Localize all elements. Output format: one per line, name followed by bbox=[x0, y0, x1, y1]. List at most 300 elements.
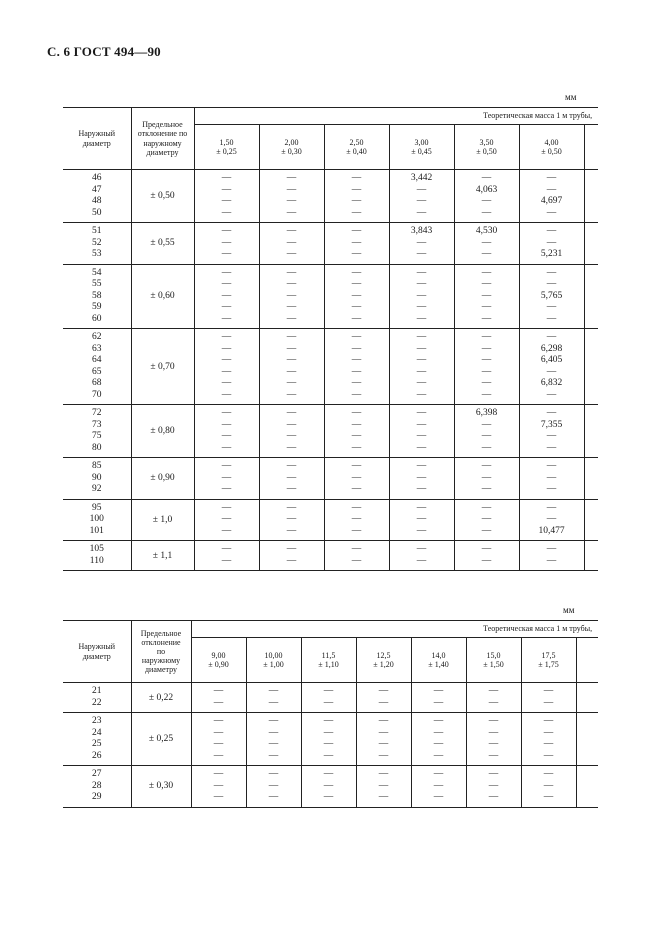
mass-value: — bbox=[221, 502, 232, 513]
mass-value: — bbox=[546, 173, 557, 183]
mass-value: — bbox=[416, 355, 427, 365]
mass-value: — bbox=[351, 378, 362, 388]
wall-tolerance: ± 1,20 bbox=[373, 660, 394, 669]
mass-value: — bbox=[221, 290, 232, 301]
diameter-value: 64 bbox=[92, 355, 102, 365]
diameter-cell bbox=[63, 264, 131, 329]
mass-value: — bbox=[416, 378, 427, 388]
diameter-value: 54 bbox=[92, 267, 102, 278]
col-header-wall-thickness bbox=[324, 125, 389, 170]
mass-cell bbox=[519, 264, 584, 329]
mass-value: — bbox=[286, 431, 297, 441]
mass-value: — bbox=[546, 484, 557, 494]
mass-cell bbox=[411, 766, 466, 808]
wall-tolerance: ± 1,40 bbox=[428, 660, 449, 669]
mass-value: — bbox=[481, 173, 492, 183]
mass-value: — bbox=[213, 769, 224, 779]
mass-value: — bbox=[213, 780, 224, 791]
mass-value: — bbox=[488, 792, 499, 802]
diameter-value: 55 bbox=[92, 279, 102, 289]
deviation-value: ± 0,60 bbox=[131, 264, 194, 329]
mass-value: 7,355 bbox=[540, 419, 563, 430]
mass-value: — bbox=[323, 792, 334, 802]
wall-thickness: 14,0 bbox=[431, 650, 446, 660]
mass-cell bbox=[324, 329, 389, 405]
mass-cell bbox=[466, 766, 521, 808]
mass-cell bbox=[324, 223, 389, 265]
mass-cell bbox=[301, 766, 356, 808]
diameter-value: 90 bbox=[92, 472, 102, 483]
mass-value: — bbox=[268, 739, 279, 749]
mass-value: — bbox=[481, 472, 492, 483]
deviation-value: ± 0,70 bbox=[131, 329, 194, 405]
mass-value: — bbox=[543, 727, 554, 738]
mass-cell bbox=[411, 683, 466, 713]
mass-cell bbox=[519, 405, 584, 458]
mass-value: — bbox=[416, 472, 427, 483]
mass-value: — bbox=[416, 237, 427, 248]
mass-value: — bbox=[433, 739, 444, 749]
mass-cell bbox=[324, 541, 389, 571]
table-row-group bbox=[63, 223, 598, 265]
mass-value: — bbox=[433, 727, 444, 738]
col-header-mass: Теоретическая масса 1 м трубы, bbox=[191, 621, 598, 638]
mass-value: — bbox=[416, 544, 427, 554]
mass-value: — bbox=[286, 419, 297, 430]
diameter-value: 95 bbox=[92, 502, 102, 513]
mass-value: — bbox=[546, 332, 557, 342]
mass-value: — bbox=[286, 389, 297, 400]
mass-cell bbox=[194, 223, 259, 265]
mass-cell bbox=[246, 766, 301, 808]
mass-cell bbox=[194, 541, 259, 571]
mass-value: — bbox=[221, 173, 232, 183]
deviation-value: ± 0,25 bbox=[131, 713, 191, 766]
mass-value: — bbox=[213, 727, 224, 738]
table-row-group bbox=[63, 713, 598, 766]
wall-thickness: 3,50 bbox=[479, 137, 494, 147]
mass-value: — bbox=[416, 525, 427, 536]
mass-value: — bbox=[481, 196, 492, 206]
mass-value: — bbox=[213, 686, 224, 696]
mass-value: — bbox=[286, 472, 297, 483]
diameter-value: 105 bbox=[89, 544, 104, 554]
wall-thickness: 12,5 bbox=[376, 650, 391, 660]
mass-cell bbox=[454, 499, 519, 541]
diameter-cell bbox=[63, 458, 131, 500]
mass-value: 5,231 bbox=[540, 249, 563, 259]
mass-value: — bbox=[543, 697, 554, 708]
mass-value: — bbox=[351, 514, 362, 524]
mass-value: — bbox=[221, 461, 232, 471]
blank-cell bbox=[584, 264, 598, 329]
mass-value: — bbox=[286, 207, 297, 218]
mass-cell bbox=[259, 458, 324, 500]
col-header-wall-thickness bbox=[519, 125, 584, 170]
diameter-value: 46 bbox=[92, 173, 102, 183]
col-header-blank bbox=[584, 125, 598, 170]
mass-cell bbox=[259, 170, 324, 223]
mass-value: — bbox=[481, 419, 492, 430]
mass-value: — bbox=[351, 419, 362, 430]
mass-value: — bbox=[286, 461, 297, 471]
mass-value: 6,398 bbox=[475, 408, 498, 418]
mass-value: — bbox=[323, 716, 334, 726]
mass-value: — bbox=[416, 514, 427, 524]
mass-value: — bbox=[351, 196, 362, 206]
mass-value: 3,843 bbox=[410, 226, 433, 236]
mass-value: — bbox=[351, 226, 362, 236]
wall-thickness: 15,0 bbox=[486, 650, 501, 660]
mass-cell bbox=[519, 458, 584, 500]
table-row-group bbox=[63, 541, 598, 571]
blank-cell bbox=[584, 170, 598, 223]
mass-value: — bbox=[416, 502, 427, 513]
mass-value: — bbox=[416, 290, 427, 301]
mass-cell bbox=[246, 713, 301, 766]
table1-unit: мм bbox=[565, 92, 577, 102]
mass-value: — bbox=[351, 279, 362, 289]
mass-value: — bbox=[286, 196, 297, 206]
mass-value: — bbox=[286, 525, 297, 536]
mass-cell bbox=[324, 264, 389, 329]
wall-thickness: 2,00 bbox=[284, 137, 299, 147]
mass-value: — bbox=[351, 431, 362, 441]
wall-tolerance: ± 1,10 bbox=[318, 660, 339, 669]
wall-tolerance: ± 1,50 bbox=[483, 660, 504, 669]
mass-cell bbox=[466, 683, 521, 713]
diameter-value: 63 bbox=[92, 343, 102, 354]
mass-value: — bbox=[481, 279, 492, 289]
col-header-wall-thickness bbox=[356, 638, 411, 683]
mass-value: — bbox=[221, 226, 232, 236]
mass-value: — bbox=[416, 343, 427, 354]
mass-value: — bbox=[433, 792, 444, 802]
mass-value: — bbox=[286, 267, 297, 278]
wall-tolerance: ± 0,90 bbox=[208, 660, 229, 669]
col-header-wall-thickness bbox=[454, 125, 519, 170]
mass-value: — bbox=[268, 727, 279, 738]
mass-value: — bbox=[268, 697, 279, 708]
table2 bbox=[63, 620, 598, 808]
mass-value: — bbox=[323, 727, 334, 738]
diameter-value: 26 bbox=[92, 750, 102, 761]
mass-value: — bbox=[351, 408, 362, 418]
deviation-value: ± 1,0 bbox=[131, 499, 194, 541]
mass-cell bbox=[324, 499, 389, 541]
mass-value: — bbox=[416, 408, 427, 418]
mass-value: — bbox=[351, 484, 362, 494]
diameter-value: 50 bbox=[92, 207, 102, 218]
mass-value: — bbox=[416, 184, 427, 195]
mass-value: — bbox=[433, 716, 444, 726]
deviation-value: ± 0,22 bbox=[131, 683, 191, 713]
mass-value: — bbox=[221, 343, 232, 354]
diameter-value: 53 bbox=[92, 249, 102, 259]
mass-value: — bbox=[488, 750, 499, 761]
mass-cell bbox=[194, 329, 259, 405]
diameter-value: 101 bbox=[89, 525, 104, 536]
mass-cell bbox=[519, 170, 584, 223]
mass-value: — bbox=[351, 313, 362, 324]
mass-value: — bbox=[543, 780, 554, 791]
mass-value: — bbox=[416, 279, 427, 289]
mass-value: — bbox=[546, 502, 557, 513]
diameter-value: 48 bbox=[92, 196, 102, 206]
mass-value: — bbox=[481, 267, 492, 278]
col-header-wall-thickness bbox=[191, 638, 246, 683]
mass-value: — bbox=[351, 366, 362, 377]
mass-value: — bbox=[221, 332, 232, 342]
mass-value: — bbox=[268, 716, 279, 726]
mass-cell bbox=[194, 405, 259, 458]
mass-cell bbox=[454, 458, 519, 500]
mass-value: — bbox=[351, 290, 362, 301]
mass-value: — bbox=[268, 750, 279, 761]
mass-value: — bbox=[546, 267, 557, 278]
diameter-cell bbox=[63, 541, 131, 571]
mass-value: — bbox=[481, 461, 492, 471]
blank-cell bbox=[576, 766, 598, 808]
mass-value: — bbox=[543, 716, 554, 726]
mass-cell bbox=[454, 223, 519, 265]
mass-cell bbox=[194, 170, 259, 223]
mass-value: — bbox=[546, 461, 557, 471]
mass-value: — bbox=[488, 769, 499, 779]
col-header-wall-thickness bbox=[389, 125, 454, 170]
mass-value: — bbox=[323, 780, 334, 791]
mass-value: — bbox=[286, 184, 297, 195]
diameter-value: 29 bbox=[92, 792, 102, 802]
mass-cell bbox=[324, 458, 389, 500]
mass-value: — bbox=[546, 555, 557, 566]
mass-value: — bbox=[416, 419, 427, 430]
deviation-value: ± 0,55 bbox=[131, 223, 194, 265]
mass-value: — bbox=[546, 431, 557, 441]
mass-value: — bbox=[378, 727, 389, 738]
mass-value: — bbox=[221, 389, 232, 400]
mass-value: — bbox=[213, 697, 224, 708]
mass-value: — bbox=[221, 408, 232, 418]
mass-cell bbox=[301, 713, 356, 766]
diameter-value: 59 bbox=[92, 302, 102, 312]
mass-cell bbox=[259, 541, 324, 571]
mass-value: — bbox=[268, 792, 279, 802]
mass-value: — bbox=[546, 184, 557, 195]
diameter-value: 28 bbox=[92, 780, 102, 791]
mass-value: — bbox=[481, 484, 492, 494]
mass-value: — bbox=[221, 514, 232, 524]
mass-value: — bbox=[221, 378, 232, 388]
diameter-cell bbox=[63, 499, 131, 541]
mass-value: — bbox=[221, 442, 232, 453]
diameter-value: 51 bbox=[92, 226, 102, 236]
mass-value: — bbox=[286, 514, 297, 524]
mass-value: — bbox=[221, 544, 232, 554]
mass-value: — bbox=[286, 226, 297, 236]
mass-value: — bbox=[351, 355, 362, 365]
mass-value: — bbox=[286, 249, 297, 259]
mass-value: — bbox=[286, 544, 297, 554]
wall-thickness: 1,50 bbox=[219, 137, 234, 147]
mass-cell bbox=[519, 499, 584, 541]
mass-value: — bbox=[378, 780, 389, 791]
table-row-group bbox=[63, 405, 598, 458]
mass-value: — bbox=[286, 555, 297, 566]
diameter-cell bbox=[63, 713, 131, 766]
mass-value: — bbox=[268, 686, 279, 696]
wall-tolerance: ± 0,50 bbox=[541, 147, 562, 156]
diameter-value: 60 bbox=[92, 313, 102, 324]
mass-value: — bbox=[286, 313, 297, 324]
diameter-value: 21 bbox=[92, 686, 102, 696]
mass-value: — bbox=[213, 739, 224, 749]
mass-value: — bbox=[488, 716, 499, 726]
table-row-group bbox=[63, 264, 598, 329]
diameter-value: 100 bbox=[89, 514, 104, 524]
diameter-value: 62 bbox=[92, 332, 102, 342]
blank-cell bbox=[576, 713, 598, 766]
mass-value: — bbox=[221, 184, 232, 195]
mass-cell bbox=[389, 223, 454, 265]
mass-cell bbox=[194, 458, 259, 500]
mass-value: — bbox=[378, 697, 389, 708]
mass-value: — bbox=[286, 332, 297, 342]
mass-value: — bbox=[351, 502, 362, 513]
mass-value: — bbox=[221, 249, 232, 259]
mass-value: — bbox=[286, 502, 297, 513]
mass-value: — bbox=[416, 302, 427, 312]
diameter-cell bbox=[63, 405, 131, 458]
mass-value: — bbox=[481, 555, 492, 566]
mass-cell bbox=[259, 499, 324, 541]
mass-value: — bbox=[221, 207, 232, 218]
mass-value: — bbox=[268, 769, 279, 779]
mass-cell bbox=[191, 683, 246, 713]
mass-cell bbox=[246, 683, 301, 713]
mass-value: — bbox=[221, 267, 232, 278]
col-header-deviation: Предельное отклонение по наружному диаметру bbox=[131, 108, 194, 170]
mass-value: — bbox=[416, 196, 427, 206]
blank-cell bbox=[584, 405, 598, 458]
mass-value: — bbox=[221, 431, 232, 441]
mass-cell bbox=[191, 766, 246, 808]
mass-value: 6,405 bbox=[540, 355, 563, 365]
mass-cell bbox=[454, 329, 519, 405]
mass-value: — bbox=[323, 686, 334, 696]
mass-value: — bbox=[351, 525, 362, 536]
diameter-value: 110 bbox=[89, 555, 104, 566]
mass-value: — bbox=[546, 366, 557, 377]
diameter-value: 92 bbox=[92, 484, 102, 494]
mass-value: — bbox=[488, 739, 499, 749]
mass-value: — bbox=[543, 686, 554, 696]
mass-cell bbox=[454, 264, 519, 329]
mass-value: — bbox=[416, 389, 427, 400]
mass-value: — bbox=[546, 514, 557, 524]
mass-value: — bbox=[221, 419, 232, 430]
mass-value: — bbox=[351, 472, 362, 483]
mass-value: — bbox=[221, 313, 232, 324]
mass-value: — bbox=[543, 769, 554, 779]
mass-value: — bbox=[481, 249, 492, 259]
col-header-mass: Теоретическая масса 1 м трубы, bbox=[194, 108, 598, 125]
mass-cell bbox=[389, 499, 454, 541]
wall-tolerance: ± 0,45 bbox=[411, 147, 432, 156]
mass-value: — bbox=[416, 555, 427, 566]
mass-cell bbox=[259, 223, 324, 265]
wall-thickness: 17,5 bbox=[541, 650, 556, 660]
mass-value: — bbox=[323, 769, 334, 779]
mass-value: — bbox=[378, 750, 389, 761]
col-header-diameter: Наружный диаметр bbox=[63, 621, 131, 683]
mass-value: 10,477 bbox=[538, 525, 565, 536]
col-header-deviation: Предельное отклонение по наружному диаметру bbox=[131, 621, 191, 683]
mass-cell bbox=[411, 713, 466, 766]
mass-value: — bbox=[286, 302, 297, 312]
mass-value: — bbox=[378, 686, 389, 696]
mass-value: — bbox=[221, 366, 232, 377]
blank-cell bbox=[584, 541, 598, 571]
mass-value: — bbox=[433, 697, 444, 708]
mass-value: — bbox=[416, 461, 427, 471]
mass-value: — bbox=[351, 207, 362, 218]
wall-tolerance: ± 0,25 bbox=[216, 147, 237, 156]
col-header-wall-thickness bbox=[411, 638, 466, 683]
mass-value: — bbox=[323, 697, 334, 708]
mass-value: — bbox=[481, 442, 492, 453]
mass-value: — bbox=[323, 750, 334, 761]
table1 bbox=[63, 107, 598, 571]
mass-cell bbox=[324, 170, 389, 223]
mass-value: — bbox=[546, 302, 557, 312]
diameter-value: 24 bbox=[92, 727, 102, 738]
mass-value: — bbox=[286, 366, 297, 377]
diameter-cell bbox=[63, 683, 131, 713]
diameter-value: 68 bbox=[92, 378, 102, 388]
mass-value: 5,765 bbox=[540, 290, 563, 301]
wall-thickness: 9,00 bbox=[211, 650, 226, 660]
mass-value: — bbox=[481, 431, 492, 441]
mass-value: — bbox=[351, 184, 362, 195]
table2-unit: мм bbox=[563, 605, 575, 615]
wall-thickness: 11,5 bbox=[321, 650, 336, 660]
mass-value: — bbox=[416, 207, 427, 218]
wall-tolerance: ± 1,75 bbox=[538, 660, 559, 669]
mass-cell bbox=[259, 264, 324, 329]
mass-value: 6,298 bbox=[540, 343, 563, 354]
mass-value: — bbox=[221, 279, 232, 289]
mass-value: — bbox=[481, 237, 492, 248]
mass-value: — bbox=[481, 343, 492, 354]
diameter-value: 47 bbox=[92, 184, 102, 195]
mass-value: — bbox=[481, 302, 492, 312]
mass-value: — bbox=[221, 555, 232, 566]
mass-value: — bbox=[351, 237, 362, 248]
mass-value: — bbox=[213, 750, 224, 761]
mass-value: — bbox=[213, 716, 224, 726]
diameter-value: 85 bbox=[92, 461, 102, 471]
mass-value: — bbox=[351, 332, 362, 342]
wall-tolerance: ± 0,50 bbox=[476, 147, 497, 156]
mass-value: — bbox=[481, 378, 492, 388]
mass-value: — bbox=[286, 442, 297, 453]
mass-value: — bbox=[546, 442, 557, 453]
mass-value: — bbox=[378, 716, 389, 726]
mass-value: — bbox=[481, 290, 492, 301]
wall-tolerance: ± 1,00 bbox=[263, 660, 284, 669]
mass-value: — bbox=[286, 173, 297, 183]
